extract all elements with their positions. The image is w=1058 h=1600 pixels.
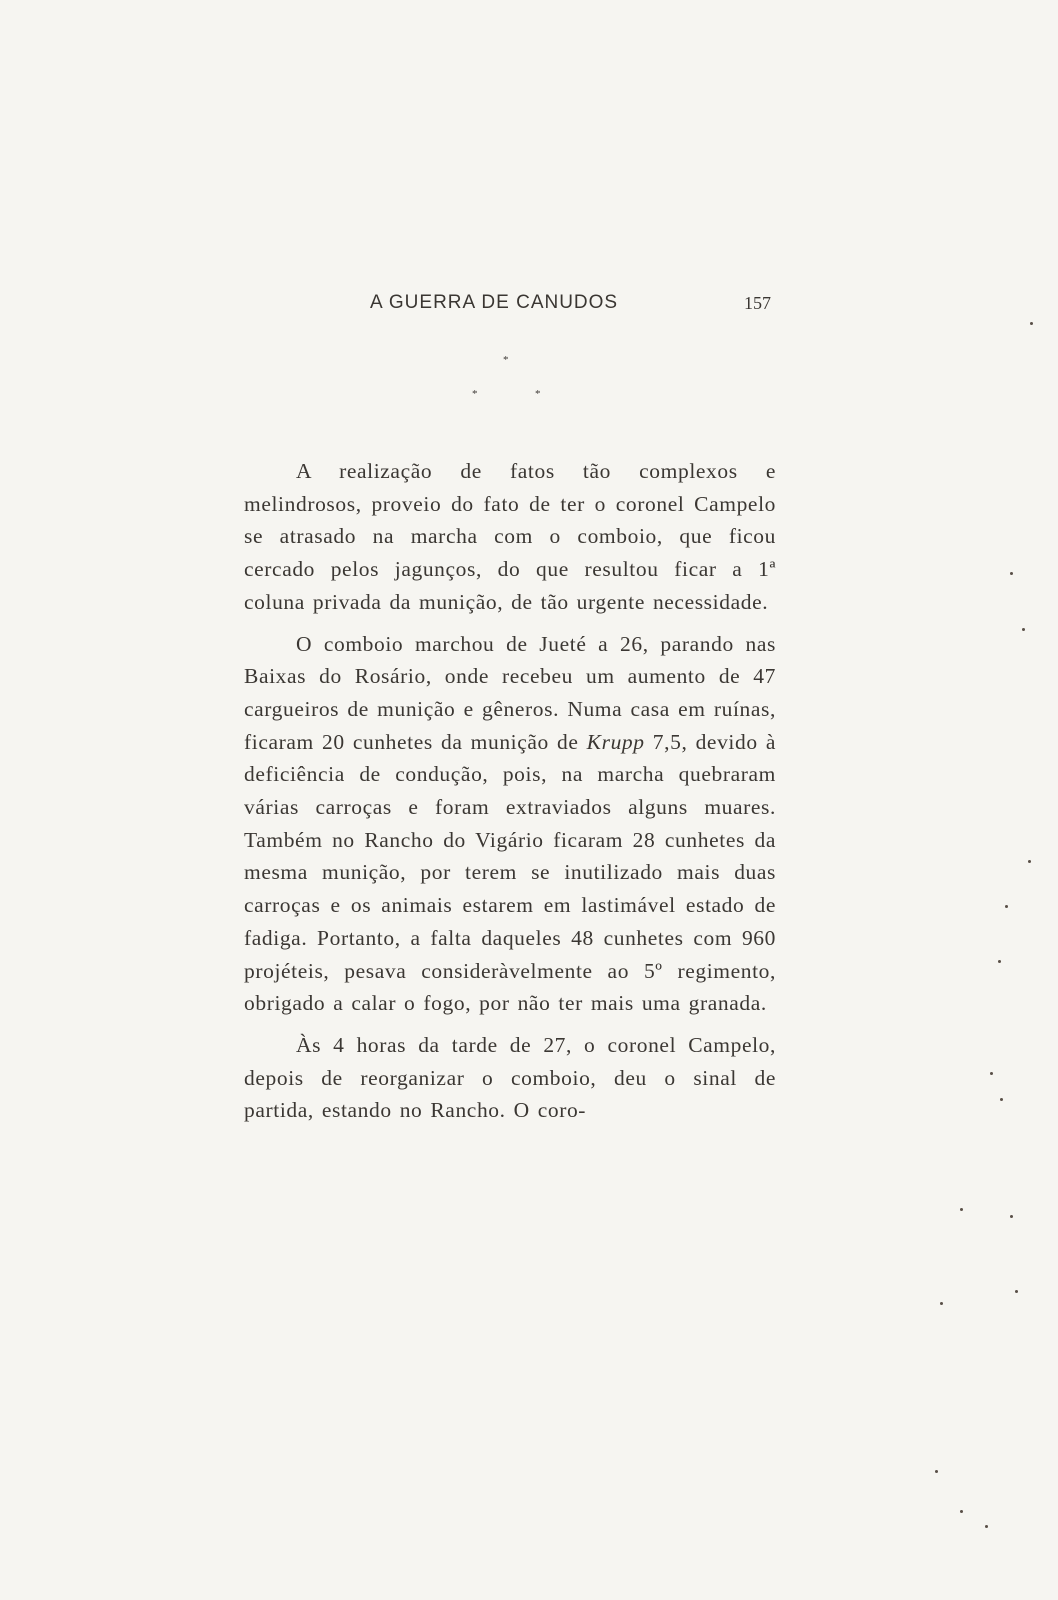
section-break-star: * [472,388,478,400]
section-break-star: * [503,354,509,366]
running-head-title: A GUERRA DE CANUDOS [370,292,619,313]
paragraph [244,628,776,1020]
paragraph: Às 4 horas da tarde de 27, o coronel Campelo, depois de reorganizar o comboio, deu o sinal de partida, estando no Rancho. O coro- [244,1032,776,1123]
section-break-star: * [535,388,541,400]
paragraph-text: O comboio marchou de Jueté a 26, parando nas Baixas do Rosário, onde recebeu um aumento de 47 cargueiros de munição e gêneros. Numa casa em ruínas, ficaram 20 cunhetes da munição de [244,631,776,754]
page-number: 157 [744,293,771,313]
body-text [244,455,776,1127]
italic-term: Krupp [586,729,645,754]
paragraph-text: 7,5, devido à deficiência de condução, pois, na marcha quebraram várias carroças e foram extraviados alguns muares. Também no Rancho do Vigário ficaram 28 cunhetes da mesma munição, por terem se inutilizado mais duas carroças e os animais estarem em lastimável estado de fadiga. Portanto, a falta daqueles 48 cunhetes com 960 projéteis, pesava consideràvelmente ao 5º regimento, obrigado a calar o fogo, por não ter mais uma granada. [244,729,776,1016]
paragraph: A realização de fatos tão complexos e melindrosos, proveio do fato de ter o coronel Campelo se atrasado na marcha com o comboio, que ficou cercado pelos jagunços, do que resultou ficar a 1ª coluna privada da munição, de tão urgente necessidade. [244,459,776,614]
